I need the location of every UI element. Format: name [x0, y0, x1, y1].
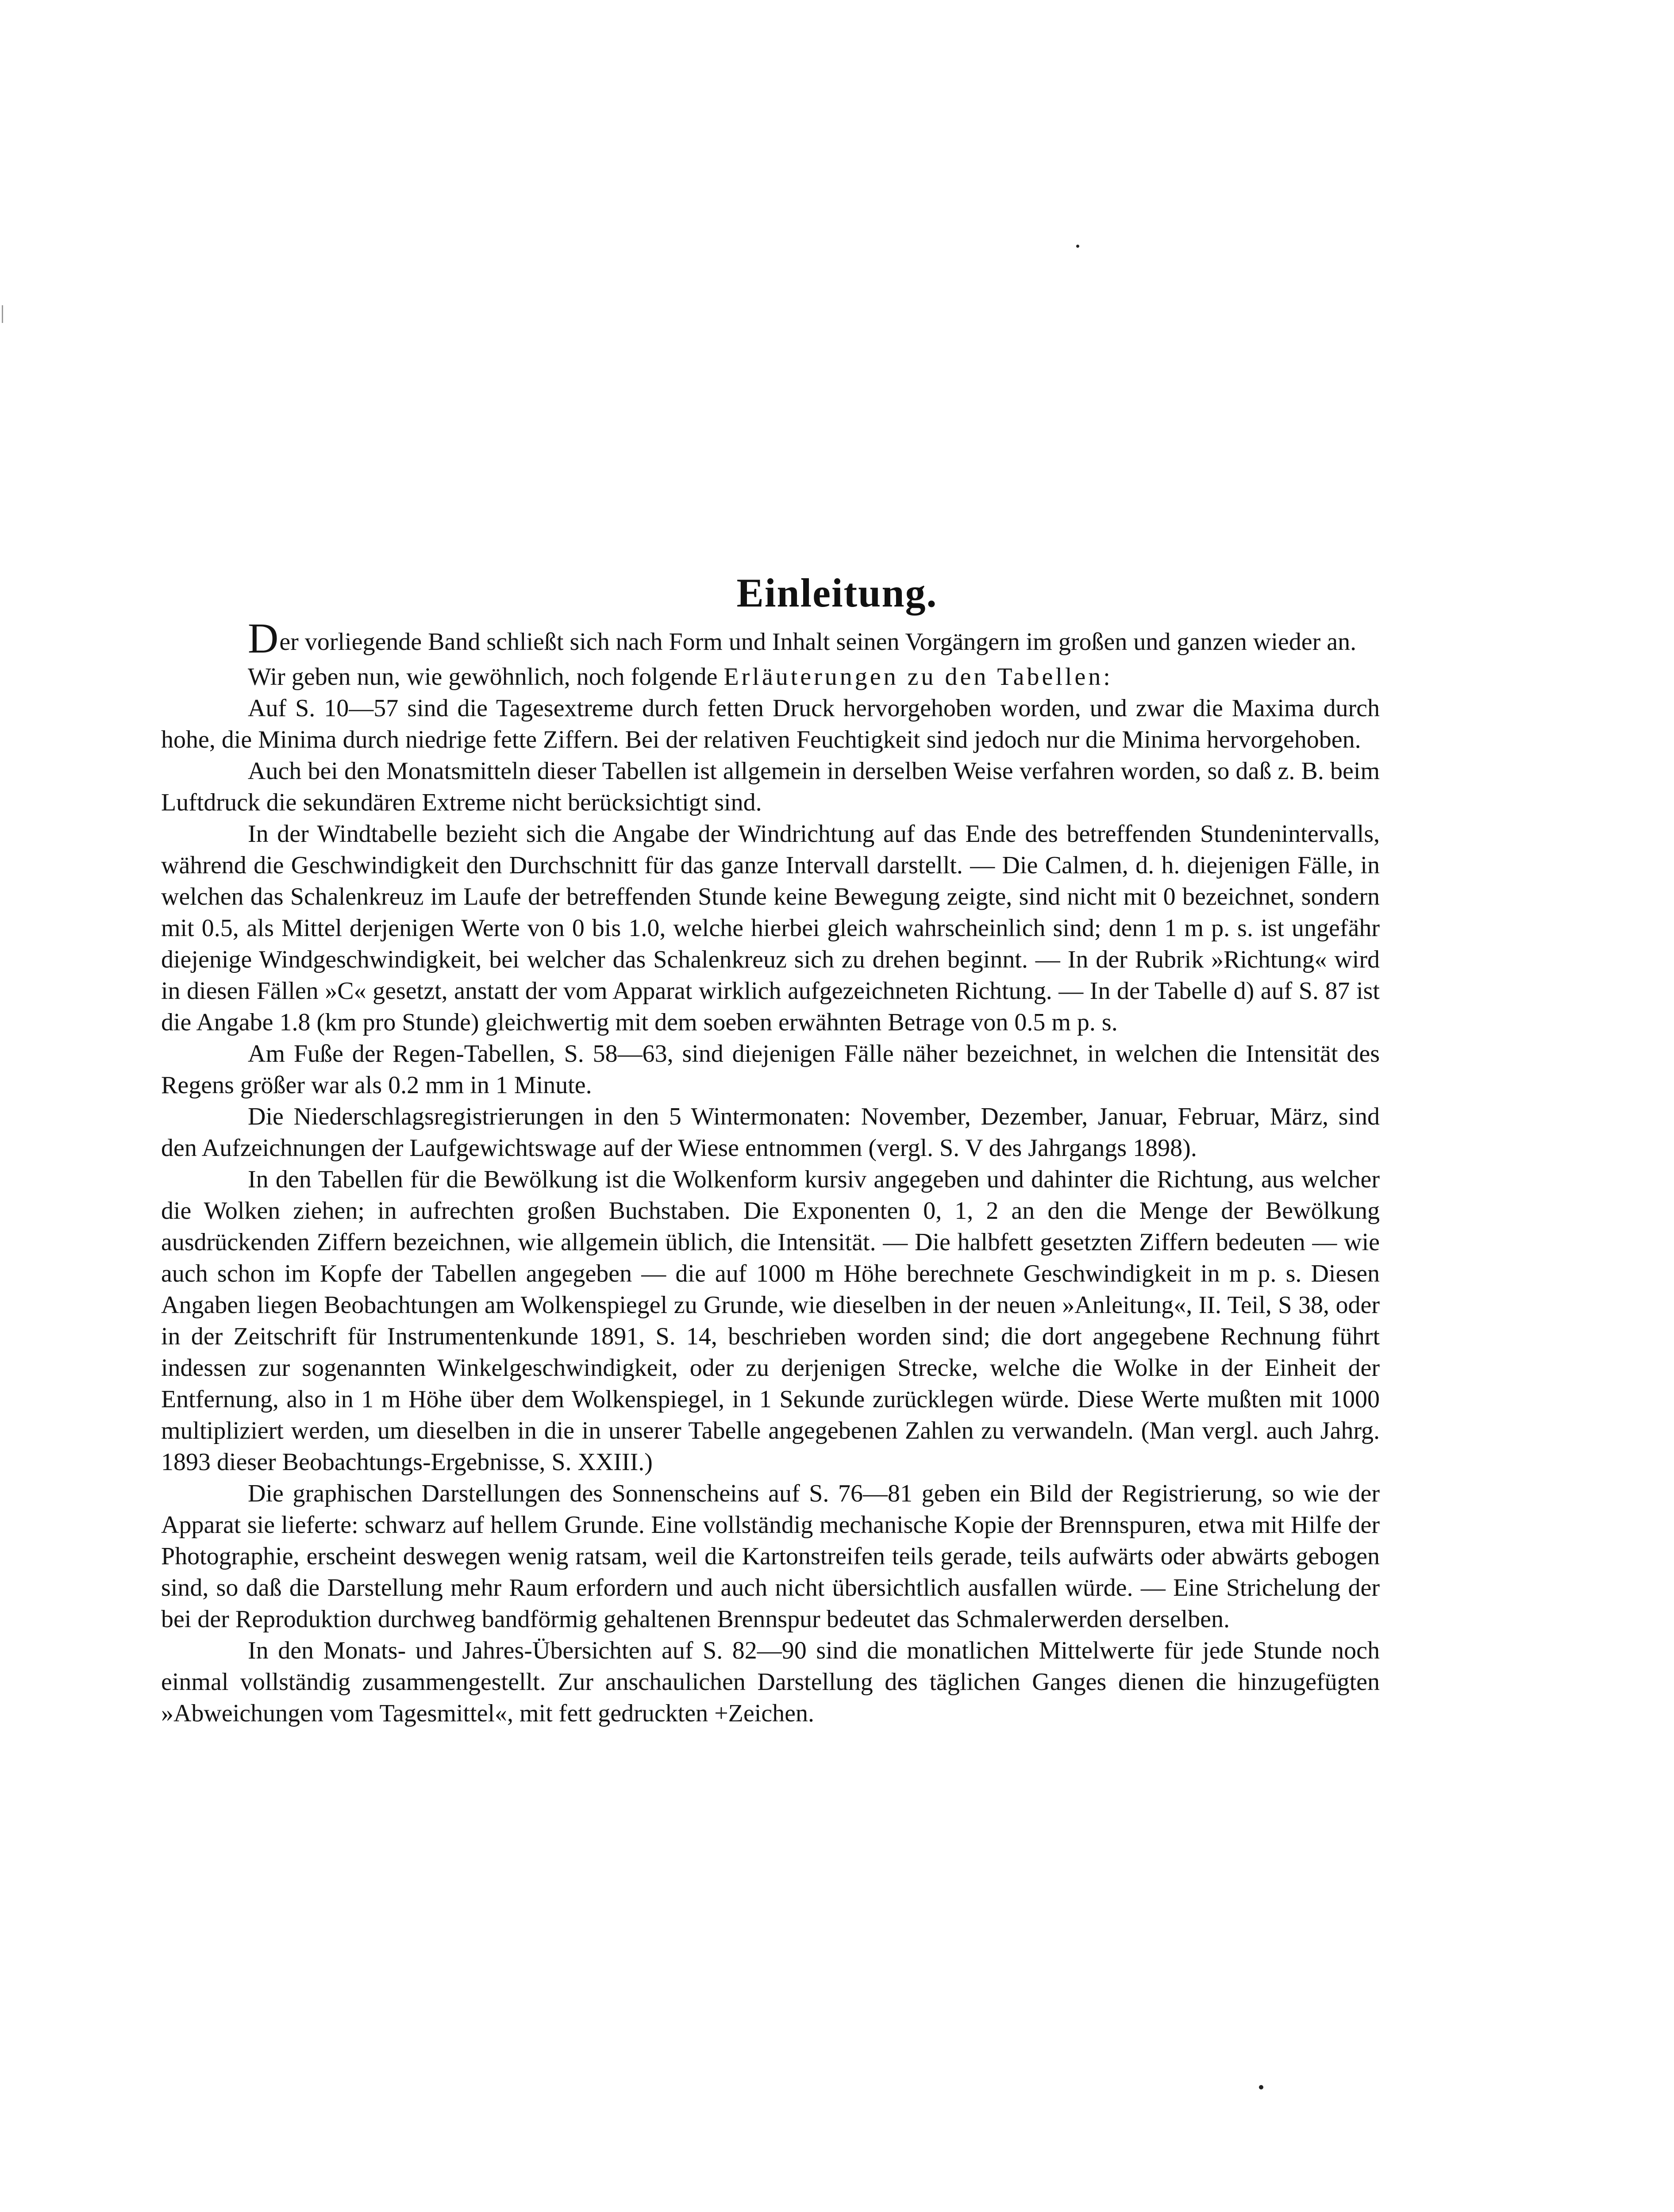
paragraph-wind-table: In der Windtabelle bezieht sich die Angabe der Windrichtung auf das Ende des betreffenden Stundenintervalls, während die Geschwindigkeit den Durchschnitt für das ganze Intervall darstellt. — Die Calmen, d. h. diejenigen Fälle, in welchen das Schalenkreuz im Laufe der betreffenden Stunde keine Bewegung zeigte, sind nicht mit 0 bezeichnet, sondern mit 0.5, als Mittel derjenigen Werte von 0 bis 1.0, welche hierbei gleich wahrscheinlich sind; denn 1 m p. s. ist ungefähr diejenige Windgeschwindigkeit, bei welcher das Schalenkreuz sich zu drehen beginnt. — In der Rubrik »Richtung« wird in diesen Fällen »C« gesetzt, anstatt der vom Apparat wirklich aufgezeichneten Richtung. — In der Tabelle d) auf S. 87 ist die Angabe 1.8 (km pro Stunde) gleichwertig mit dem soeben erwähnten Betrage von 0.5 m p. s.	[161, 820, 1380, 1036]
paragraph-precipitation: Die Niederschlagsregistrierungen in den 5 Wintermonaten: November, Dezember, Januar, Februar, März, sind den Aufzeichnungen der Laufgewichtswage auf der Wiese entnommen (vergl. S. V des Jahrgangs 1898).	[161, 1103, 1380, 1162]
paragraph-text: er vorliegende Band schließt sich nach Form und Inhalt seinen Vorgängern im großen und ganzen wieder an.	[279, 628, 1357, 656]
paragraph-rain-tables: Am Fuße der Regen-Tabellen, S. 58—63, sind diejenigen Fälle näher bezeichnet, in welchen die Intensität des Regens größer war als 0.2 mm in 1 Minute.	[161, 1040, 1380, 1099]
paragraph-intro	[161, 614, 1380, 662]
paragraph-sunshine: Die graphischen Darstellungen des Sonnenscheins auf S. 76—81 geben ein Bild der Registrierung, so wie der Apparat sie lieferte: schwarz auf hellem Grunde. Eine vollständig mechanische Kopie der Brennspuren, etwa mit Hilfe der Photographie, erscheint deswegen wenig ratsam, weil die Kartonstreifen teils gerade, teils aufwärts oder abwärts gebogen sind, so daß die Darstellung mehr Raum erfordern und auch nicht übersichtlich ausfallen würde. — Eine Strichelung der bei der Reproduktion durchweg bandförmig gehaltenen Brennspur bedeutet das Schmalerwerden derselben.	[161, 1480, 1380, 1633]
scan-speck	[1076, 245, 1079, 248]
scan-speck	[1259, 2085, 1263, 2089]
spaced-heading-text: Erläuterungen zu den Tabellen:	[723, 663, 1113, 691]
scan-edge-mark	[2, 305, 3, 323]
paragraph-extremes: Auf S. 10—57 sind die Tagesextreme durch fetten Druck hervorgehoben worden, und zwar die Maxima durch hohe, die Minima durch niedrige fette Ziffern. Bei der relativen Feuchtigkeit sind jedoch nur die Minima hervorgehoben.	[161, 695, 1380, 753]
paragraph-monthly-means: Auch bei den Monatsmitteln dieser Tabellen ist allgemein in derselben Weise verfahren worden, so daß z. B. beim Luftdruck die sekundären Extreme nicht berücksichtigt sind.	[161, 757, 1380, 816]
body-text	[161, 614, 1380, 1729]
page-title: Einleitung.	[736, 570, 938, 615]
paragraph-cloudiness: In den Tabellen für die Bewölkung ist die Wolkenform kursiv angegeben und dahinter die Richtung, aus welcher die Wolken ziehen; in aufrechten großen Buchstaben. Die Exponenten 0, 1, 2 an den die Menge der Bewölkung ausdrückenden Ziffern bezeichnen, wie allgemein üblich, die Intensität. — Die halbfett gesetzten Ziffern bedeuten — wie auch schon im Kopfe der Tabellen angegeben — die auf 1000 m Höhe berechnete Geschwindigkeit in m p. s. Diesen Angaben liegen Beobachtungen am Wolkenspiegel zu Grunde, wie dieselben in der neuen »Anleitung«, II. Teil, S 38, oder in der Zeitschrift für Instrumentenkunde 1891, S. 14, beschrieben worden sind; die dort angegebene Rechnung führt indessen zur sogenannten Winkelgeschwindigkeit, oder zu derjenigen Strecke, welche die Wolke in der Einheit der Entfernung, also in 1 m Höhe über dem Wolkenspiegel, in 1 Sekunde zurücklegen würde. Diese Werte mußten mit 1000 multipliziert werden, um dieselben in die in unserer Tabelle angegebenen Zahlen zu verwandeln. (Man vergl. auch Jahrg. 1893 dieser Beobachtungs-Ergebnisse, S. XXIII.)	[161, 1166, 1380, 1476]
paragraph-text: Wir geben nun, wie gewöhnlich, noch folgende	[248, 663, 724, 691]
drop-cap: D	[248, 614, 279, 662]
paragraph-overviews: In den Monats- und Jahres-Übersichten auf S. 82—90 sind die monatlichen Mittelwerte für jede Stunde noch einmal vollständig zusammengestellt. Zur anschaulichen Darstellung des täglichen Ganges dienen die hinzugefügten »Abweichungen vom Tagesmittel«, mit fett gedruckten +Zeichen.	[161, 1637, 1380, 1727]
paragraph-explanations-lead	[161, 661, 1380, 693]
